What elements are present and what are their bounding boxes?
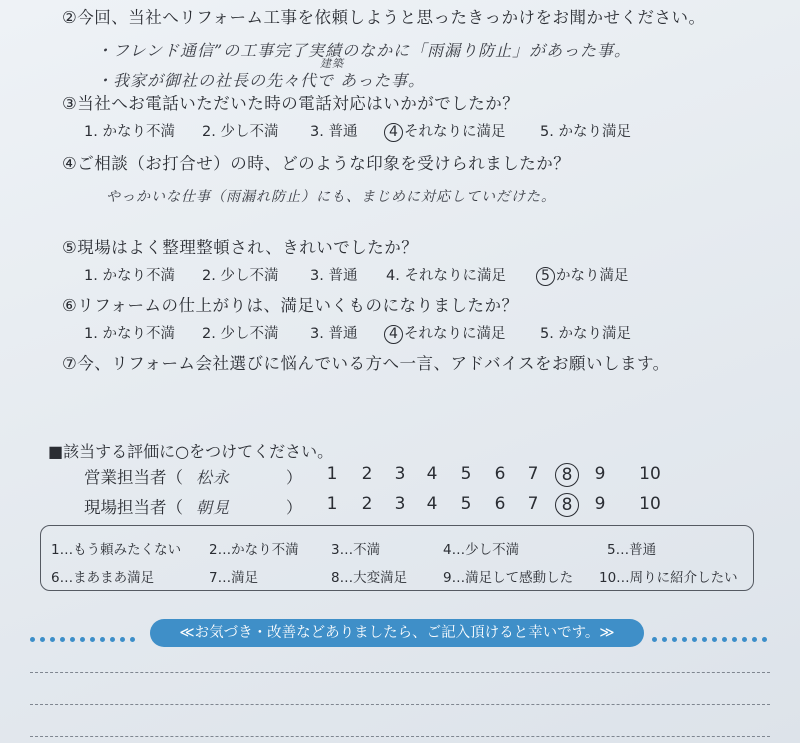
q3-option-2[interactable]: 2. 少し不満: [202, 124, 279, 140]
rating-legend: [40, 525, 754, 591]
site-rep-close-paren: ）: [286, 498, 303, 517]
sales-rep-close-paren: ）: [286, 468, 303, 487]
sales-rating-9[interactable]: 9: [594, 464, 606, 484]
q6-option-5[interactable]: 5. かなり満足: [540, 326, 631, 342]
q3-option-4-label: それなりに満足: [404, 124, 506, 140]
site-rep-label: 現場担当者（: [84, 498, 183, 517]
legend-item: 1…もう頼みたくない: [51, 542, 182, 558]
site-rating-6[interactable]: 6: [494, 494, 506, 514]
q5-option-5[interactable]: [536, 264, 629, 286]
q5-option-4[interactable]: 4. それなりに満足: [386, 268, 506, 284]
sales-rating-5[interactable]: 5: [460, 464, 472, 484]
q3-option-3[interactable]: 3. 普通: [310, 124, 358, 140]
site-rating-2[interactable]: 2: [361, 494, 373, 514]
q3-option-1[interactable]: 1. かなり不満: [84, 124, 175, 140]
q3-option-4-circle: 4: [384, 123, 403, 142]
question-6: ⑥リフォームの仕上がりは、満足いくものになりましたか？: [62, 296, 519, 315]
q3-option-5[interactable]: 5. かなり満足: [540, 124, 631, 140]
comment-line[interactable]: [30, 704, 770, 705]
q6-option-2[interactable]: 2. 少し不満: [202, 326, 279, 342]
decorative-dots-right: [652, 629, 772, 637]
sales-rating-1[interactable]: 1: [326, 464, 338, 484]
site-rating-8[interactable]: 8: [555, 493, 579, 517]
legend-item: 5…普通: [607, 542, 657, 558]
q5-option-5-circle: 5: [536, 267, 555, 286]
sales-rating-6[interactable]: 6: [494, 464, 506, 484]
q5-option-1[interactable]: 1. かなり不満: [84, 268, 175, 284]
site-rating-7[interactable]: 7: [527, 494, 539, 514]
site-rating-3[interactable]: 3: [394, 494, 406, 514]
sales-rep-name: 松永: [196, 468, 231, 487]
sales-rating-7[interactable]: 7: [527, 464, 539, 484]
comment-line[interactable]: [30, 672, 770, 673]
site-rep-name: 朝見: [196, 498, 231, 517]
comment-banner: ≪お気づき・改善などありましたら、ご記入頂けると幸いです。≫: [150, 619, 644, 647]
rating-header: ■該当する評価に○をつけてください。: [48, 442, 334, 461]
q2-answer-2-start: ・我家が御社の社長の先々代で: [96, 71, 335, 90]
sales-rep-label: 営業担当者（: [84, 468, 183, 487]
q2-answer-2-end: あった事。: [340, 71, 425, 90]
legend-item: 4…少し不満: [443, 542, 520, 558]
comment-line[interactable]: [30, 736, 770, 737]
legend-item: 10…周りに紹介したい: [599, 570, 738, 586]
q4-handwritten-answer: やっかいな仕事（雨漏れ防止）にも、まじめに対応していだけた。: [106, 189, 556, 205]
q6-option-4[interactable]: [384, 322, 506, 344]
legend-item: 6…まあまあ満足: [51, 570, 155, 586]
site-rating-9[interactable]: 9: [594, 494, 606, 514]
decorative-dots-left: [30, 629, 140, 637]
legend-item: 7…満足: [209, 570, 259, 586]
site-rating-1[interactable]: 1: [326, 494, 338, 514]
sales-rating-4[interactable]: 4: [426, 464, 438, 484]
question-7: ⑦今、リフォーム会社選びに悩んでいる方へ一言、アドバイスをお願いします。: [62, 354, 670, 373]
q2-handwritten-answer-1: ・フレンド通信”の工事完了実績のなかに「雨漏り防止」があった事。: [96, 41, 631, 60]
q2-handwritten-answer-2: [96, 57, 425, 91]
legend-item: 8…大変満足: [331, 570, 408, 586]
sales-rating-8[interactable]: 8: [555, 463, 579, 487]
question-5: ⑤現場はよく整理整頓され、きれいでしたか？: [62, 238, 419, 257]
q2-answer-insert: 建築: [320, 57, 345, 70]
q5-option-2[interactable]: 2. 少し不満: [202, 268, 279, 284]
question-3: ③当社へお電話いただいた時の電話対応はいかがでしたか？: [62, 94, 520, 113]
legend-item: 9…満足して感動した: [443, 570, 574, 586]
q6-option-1[interactable]: 1. かなり不満: [84, 326, 175, 342]
q5-option-5-label: かなり満足: [556, 268, 629, 284]
q6-option-4-circle: 4: [384, 325, 403, 344]
sales-rating-10[interactable]: 10: [639, 464, 661, 484]
question-2: ②今回、当社へリフォーム工事を依頼しようと思ったきっかけをお聞かせください。: [62, 8, 706, 27]
q5-option-3[interactable]: 3. 普通: [310, 268, 358, 284]
site-rating-10[interactable]: 10: [639, 494, 661, 514]
legend-item: 3…不満: [331, 542, 381, 558]
sales-rating-2[interactable]: 2: [361, 464, 373, 484]
question-4: ④ご相談（お打合せ）の時、どのような印象を受けられましたか？: [62, 154, 571, 173]
site-rating-4[interactable]: 4: [426, 494, 438, 514]
q6-option-4-label: それなりに満足: [404, 326, 506, 342]
q6-option-3[interactable]: 3. 普通: [310, 326, 358, 342]
site-rating-5[interactable]: 5: [460, 494, 472, 514]
sales-rating-3[interactable]: 3: [394, 464, 406, 484]
legend-item: 2…かなり不満: [209, 542, 299, 558]
q3-option-4[interactable]: [384, 120, 506, 142]
